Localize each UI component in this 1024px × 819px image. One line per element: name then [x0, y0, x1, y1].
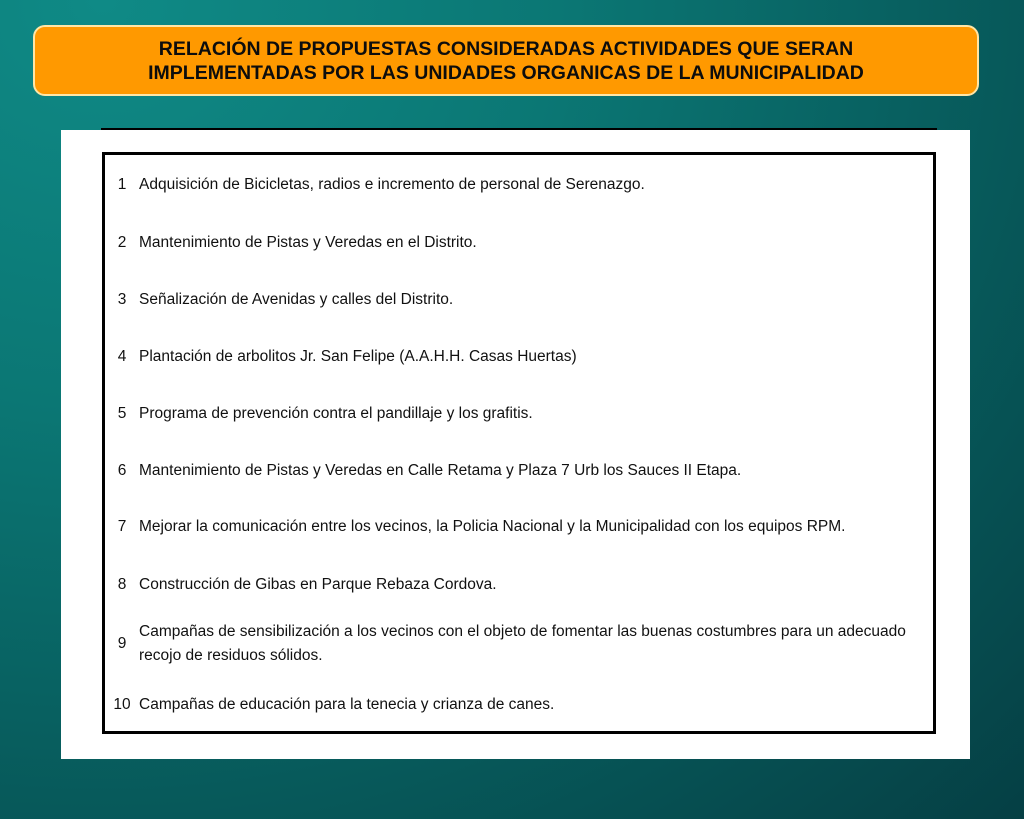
item-number: 4 — [117, 348, 127, 365]
slide-title — [33, 25, 979, 96]
list-item — [105, 231, 933, 255]
item-number: 2 — [117, 234, 127, 251]
list-item — [105, 573, 933, 597]
list-item — [105, 620, 933, 668]
list-item — [105, 173, 933, 197]
item-text: Mantenimiento de Pistas y Veredas en Calle Retama y Plaza 7 Urb los Sauces II Etapa. — [139, 462, 742, 479]
item-number: 1 — [117, 176, 127, 193]
item-text: Adquisición de Bicicletas, radios e incremento de personal de Serenazgo. — [139, 176, 645, 193]
list-item — [105, 345, 933, 369]
item-number: 8 — [117, 576, 127, 593]
content-panel — [61, 130, 970, 759]
list-item — [105, 693, 933, 717]
item-number: 7 — [117, 518, 127, 535]
item-text: Campañas de sensibilización a los vecinos con el objeto de fomentar las buenas costumbres para un adecuado recojo de residuos sólidos. — [139, 623, 906, 664]
item-number: 6 — [117, 462, 127, 479]
item-text: Programa de prevención contra el pandillaje y los grafitis. — [139, 405, 533, 422]
list-item — [105, 288, 933, 312]
list-item — [105, 459, 933, 483]
top-divider — [101, 128, 937, 130]
item-text: Construcción de Gibas en Parque Rebaza Cordova. — [139, 576, 497, 593]
list-item — [105, 402, 933, 426]
title-line-1: RELACIÓN DE PROPUESTAS CONSIDERADAS ACTIVIDADES QUE SERAN — [158, 37, 854, 60]
item-text: Mantenimiento de Pistas y Veredas en el Distrito. — [139, 234, 477, 251]
item-number: 3 — [117, 291, 127, 308]
item-number: 10 — [113, 696, 131, 713]
item-number: 9 — [117, 635, 127, 652]
title-line-2: IMPLEMENTADAS POR LAS UNIDADES ORGANICAS DE LA MUNICIPALIDAD — [148, 61, 864, 84]
item-number: 5 — [117, 405, 127, 422]
list-item — [105, 503, 933, 551]
item-text: Señalización de Avenidas y calles del Distrito. — [139, 291, 454, 308]
item-text: Campañas de educación para la tenecia y crianza de canes. — [139, 696, 555, 713]
proposals-list — [102, 152, 936, 734]
item-text: Mejorar la comunicación entre los vecinos, la Policia Nacional y la Municipalidad con los equipos RPM. — [139, 518, 846, 535]
item-text: Plantación de arbolitos Jr. San Felipe (A.A.H.H. Casas Huertas) — [139, 348, 577, 365]
